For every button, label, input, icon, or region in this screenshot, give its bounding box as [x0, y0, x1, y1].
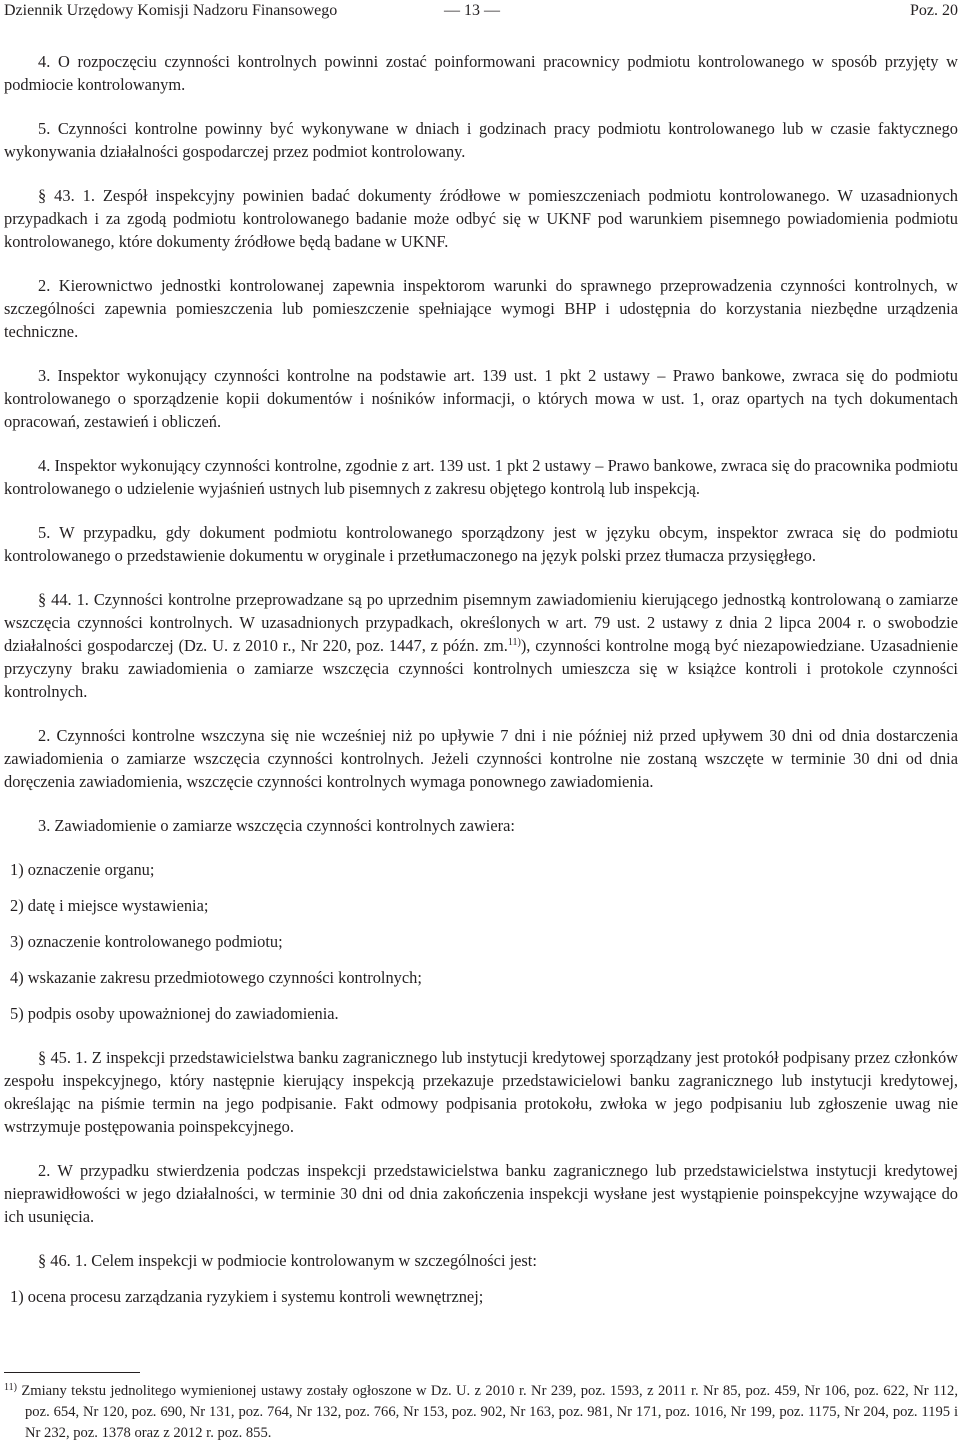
paragraph-42-5: 5. Czynności kontrolne powinny być wykonywane w dniach i godzinach pracy podmiotu kontrolowanego lub w czasie faktycznego wykonywania działalności gospodarczej przez podmiot kontrolowany. — [4, 119, 958, 161]
paragraph-43-4: 4. Inspektor wykonujący czynności kontrolne, zgodnie z art. 139 ust. 1 pkt 2 ustawy – Prawo bankowe, zwraca się do pracownika podmiotu kontrolowanego o udzielenie wyjaśnień ustnych lub pisemnych z zakresu objętego kontrolą lub inspekcją. — [4, 456, 958, 498]
paragraph-45-1: § 45. 1. Z inspekcji przedstawicielstwa banku zagranicznego lub instytucji kredytowej sporządzany jest protokół podpisany przez członków zespołu inspekcyjnego, który następnie kierujący inspekcją przekazuje przedstawicielowi banku zagranicznego lub instytucji kredytowej, określając na piśmie termin na jego podpisanie. Fakt odmowy podpisania protokołu, zwłoka w jego podpisaniu lub zgłoszenie uwag nie wstrzymuje postępowania poinspekcyjnego. — [4, 1048, 958, 1136]
paragraph-44-3: 3. Zawiadomienie o zamiarze wszczęcia czynności kontrolnych zawiera: — [38, 816, 515, 835]
document-body — [4, 50, 958, 1308]
paragraph-45-2: 2. W przypadku stwierdzenia podczas inspekcji przedstawicielstwa banku zagranicznego lub przedstawicielstwa instytucji kredytowej nieprawidłowości w jego działalności, w terminie 30 dni od dnia zakończenia inspekcji wysłane jest wystąpienie poinspekcyjne wzywające do ich usunięcia. — [4, 1161, 958, 1226]
paragraph-44-1 — [4, 588, 958, 703]
list-item: 3) oznaczenie kontrolowanego podmiotu; — [10, 932, 283, 951]
paragraph-43-5: 5. W przypadku, gdy dokument podmiotu kontrolowanego sporządzony jest w języku obcym, inspektor zwraca się do podmiotu kontrolowanego o przedstawienie dokumentu w oryginale i przetłumaczonego na język polski przez tłumacza przysięgłego. — [4, 523, 958, 565]
paragraph-44-2: 2. Czynności kontrolne wszczyna się nie wcześniej niż po upływie 7 dni i nie później niż przed upływem 30 dni od dnia dostarczenia zawiadomienia o zamiarze wszczęcia czynności kontrolnych. Jeżeli czynności kontrolne nie zostaną wszczęte w terminie 30 dni od dnia doręczenia zawiadomienia, wszczęcie czynności kontrolnych wymaga ponownego zawiadomienia. — [4, 726, 958, 791]
page-header — [4, 0, 958, 30]
journal-title: Dziennik Urzędowy Komisji Nadzoru Finansowego — [4, 2, 338, 19]
list-item: 1) oznaczenie organu; — [10, 860, 155, 879]
paragraph-43-2: 2. Kierownictwo jednostki kontrolowanej zapewnia inspektorom warunki do sprawnego przeprowadzenia czynności kontrolnych, w szczególności zapewnia pomieszczenia lub pomieszczenie spełniające wymogi BHP i udostępnia do korzystania niezbędne urządzenia techniczne. — [4, 276, 958, 341]
page-number: — 13 — — [444, 2, 500, 19]
footnote-divider — [4, 1372, 140, 1373]
list-item: 1) ocena procesu zarządzania ryzykiem i systemu kontroli wewnętrznej; — [10, 1287, 484, 1306]
footnote-reference[interactable]: 11) — [507, 637, 521, 648]
footnote-text: Zmiany tekstu jednolitego wymienionej ustawy zostały ogłoszone w Dz. U. z 2010 r. Nr 239, poz. 1593, z 2011 r. Nr 85, poz. 459, Nr 106, poz. 622, Nr 112, poz. 654, Nr 120, poz. 690, Nr 131, poz. 764, Nr 132, poz. 766, Nr 153, poz. 902, Nr 163, poz. 981, Nr 171, poz. 1016, Nr 199, poz. 1175, Nr 204, poz. 1195 i Nr 232, poz. 1378 oraz z 2012 r. poz. 855. — [21, 1383, 958, 1441]
paragraph-42-4: 4. O rozpoczęciu czynności kontrolnych powinni zostać poinformowani pracownicy podmiotu kontrolowanego w sposób przyjęty w podmiocie kontrolowanym. — [4, 52, 958, 94]
document-page — [4, 0, 958, 1447]
paragraph-44-1-text-cont: ), czynności kontrolne mogą być niezapowiedziane. Uzasadnienie przyczyny braku zawiadomienia o zamiarze wszczęcia czynności kontrolnych umieszcza się w książce kontroli i protokole czynności kontrolnych. — [4, 636, 959, 701]
footnote-marker: 11) — [4, 1382, 17, 1393]
paragraph-44-1-text: § 44. 1. Czynności kontrolne przeprowadzane są po uprzednim pisemnym zawiadomieniu kierującego jednostką kontrolowaną o zamiarze wszczęcia czynności kontrolnych. W uzasadnionych przypadkach, określonych w art. 79 ust. 2 ustawy z dnia 2 lipca 2004 r. o swobodzie działalności gospodarczej (Dz. U. z 2010 r., Nr 220, poz. 1447, z późn. zm. — [4, 590, 958, 655]
paragraph-43-3: 3. Inspektor wykonujący czynności kontrolne na podstawie art. 139 ust. 1 pkt 2 ustawy – Prawo bankowe, zwraca się do podmiotu kontrolowanego o sporządzenie kopii dokumentów i nośników informacji, o których mowa w ust. 1, oraz opartych na tych dokumentach opracowań, zestawień i obliczeń. — [4, 366, 958, 431]
list-item: 4) wskazanie zakresu przedmiotowego czynności kontrolnych; — [10, 968, 422, 987]
list-item: 5) podpis osoby upoważnionej do zawiadomienia. — [10, 1004, 339, 1023]
paragraph-46-1: § 46. 1. Celem inspekcji w podmiocie kontrolowanym w szczególności jest: — [38, 1251, 537, 1270]
list-item: 2) datę i miejsce wystawienia; — [10, 896, 209, 915]
footnote — [4, 1381, 958, 1444]
position-number: Poz. 20 — [910, 2, 958, 19]
paragraph-43-1: § 43. 1. Zespół inspekcyjny powinien badać dokumenty źródłowe w pomieszczeniach podmiotu kontrolowanego. W uzasadnionych przypadkach i za zgodą podmiotu kontrolowanego badanie może odbyć się w UKNF pod warunkiem pisemnego powiadomienia podmiotu kontrolowanego, które dokumenty źródłowe będą badane w UKNF. — [4, 186, 958, 251]
